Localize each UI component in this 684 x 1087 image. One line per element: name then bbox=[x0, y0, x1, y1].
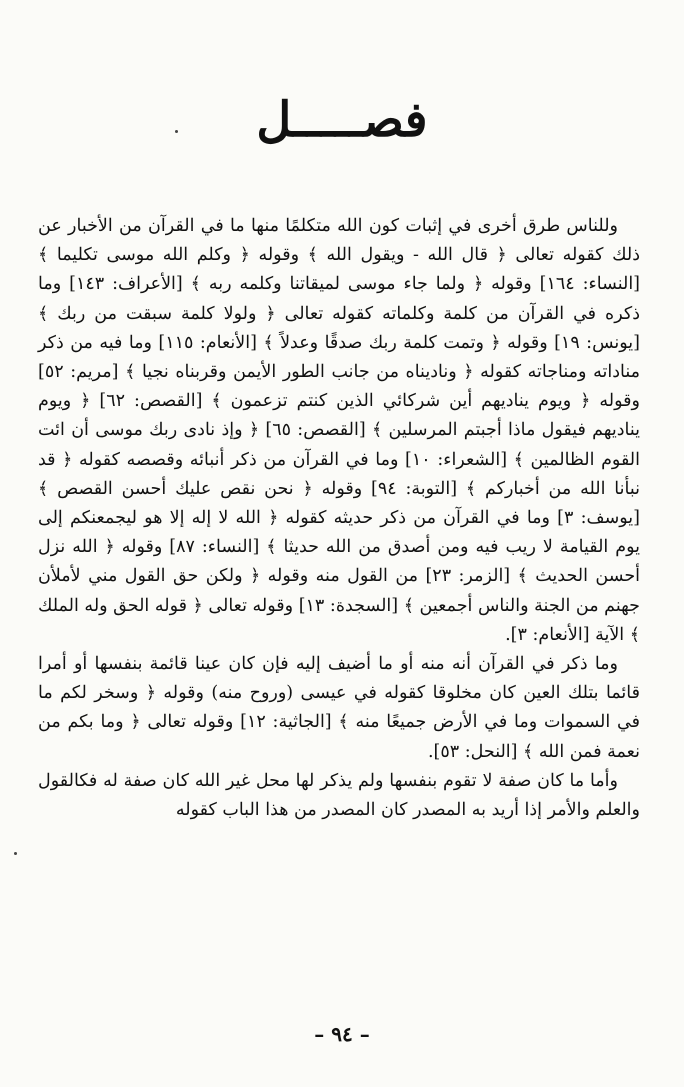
body-text bbox=[38, 212, 640, 825]
print-speck bbox=[175, 130, 178, 133]
paragraph-1: وللناس طرق أخرى في إثبات كون الله متكلمًا منها ما في القرآن من الأخبار عن ذلك كقوله تعالى ﴿ قال الله - ويقول الله ﴾ وقوله ﴿ وكلم الله موسى تكليما ﴾ [النساء: ١٦٤] وقوله ﴿ ولما جاء موسى لميقاتنا وكلمه ربه ﴾ [الأعراف: ١٤٣] وما ذكره في القرآن من كلمة وكلماته كقوله تعالى ﴿ ولولا كلمة سبقت من ربك ﴾ [يونس: ١٩] وقوله ﴿ وتمت كلمة ربك صدقًا وعدلاً ﴾ [الأنعام: ١١٥] وما فيه من ذكر مناداته ومناجاته كقوله ﴿ وناديناه من جانب الطور الأيمن وقربناه نجيا ﴾ [مريم: ٥٢] وقوله ﴿ ويوم يناديهم أين شركائي الذين كنتم تزعمون ﴾ [القصص: ٦٢] ﴿ ويوم يناديهم فيقول ماذا أجبتم المرسلين ﴾ [القصص: ٦٥] ﴿ وإذ نادى ربك موسى أن ائت القوم الظالمين ﴾ [الشعراء: ١٠] وما في القرآن من ذكر أنبائه وقصصه كقوله ﴿ قد نبأنا الله من أخباركم ﴾ [التوبة: ٩٤] وقوله ﴿ نحن نقص عليك أحسن القصص ﴾ [يوسف: ٣] وما في القرآن من ذكر حديثه كقوله ﴿ الله لا إله إلا هو ليجمعنكم إلى يوم القيامة لا ريب فيه ومن أصدق من الله حديثا ﴾ [النساء: ٨٧] وقوله ﴿ الله نزل أحسن الحديث ﴾ [الزمر: ٢٣] من القول منه وقوله ﴿ ولكن حق القول مني لأملأن جهنم من الجنة والناس أجمعين ﴾ [السجدة: ١٣] وقوله تعالى ﴿ قوله الحق وله الملك ﴾ الآية [الأنعام: ٣]. bbox=[38, 216, 641, 645]
section-heading: فصـــــل bbox=[256, 92, 428, 148]
page-number: – ٩٤ – bbox=[314, 1022, 370, 1046]
paragraph-2: وما ذكر في القرآن أنه منه أو ما أضيف إليه فإن كان عينا قائمة بنفسها أو أمرا قائما بتلك العين كان مخلوقا كقوله في عيسى (وروح منه) وقوله ﴿ وسخر لكم ما في السموات وما في الأرض جميعًا منه ﴾ [الجاثية: ١٢] وقوله تعالى ﴿ وما بكم من نعمة فمن الله ﴾ [النحل: ٥٣]. bbox=[38, 654, 640, 762]
print-speck bbox=[14, 852, 17, 855]
paragraph-3: وأما ما كان صفة لا تقوم بنفسها ولم يذكر لها محل غير الله كان صفة له فكالقول والعلم والأمر إذا أريد به المصدر كان المصدر من هذا الباب كقوله bbox=[38, 770, 640, 821]
